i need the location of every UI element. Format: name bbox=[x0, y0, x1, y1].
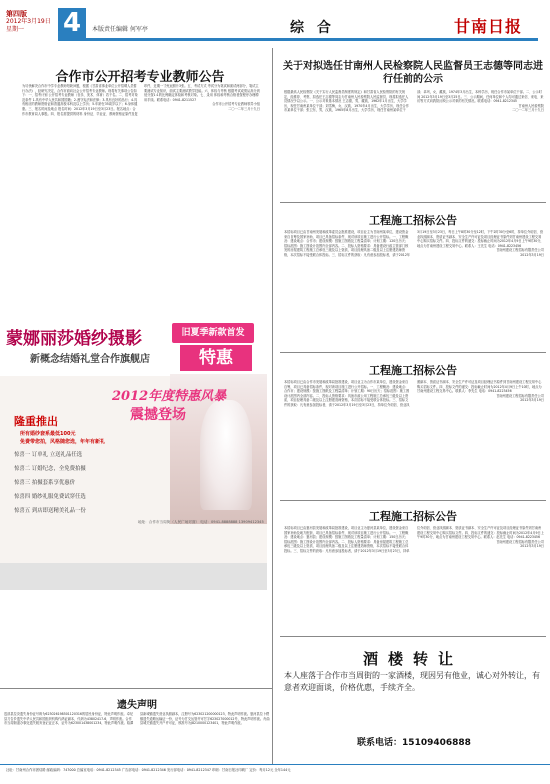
row-divider bbox=[0, 688, 272, 689]
ad-gift-item: 惊喜一 订单礼 立送礼品任选 bbox=[14, 452, 83, 458]
issue-date: 2012年3月19日 bbox=[6, 18, 51, 25]
teacher-recruit-body bbox=[22, 84, 260, 320]
wedding-photo-ad bbox=[0, 318, 267, 590]
row-divider bbox=[280, 352, 546, 353]
tender-text: 本招标项目已由夏河县发展和改革局批准建设，项目业主为夏河县某单位，建设资金来自国家补助及地方配套，项目已具备招标条件，现对该项目施工进行公开招标。一、工程概况：建设地点：夏河县；建设规模：按施工图纸及工程量清单；计划工期：150日历天；招标范围：施工图设计范围内全部内容。二、投标人资格要求：具备房屋建筑工程施工总承包三级及以上资质，项目经理具备二级及以上注册建造师资格，本次招标不接受联合体投标。三、招标文件的获取：凡有意参加投标者，请于2012年3月19日至3月23日，持单位介绍信、营业执照副本、资质证书副本、安全生产许可证及项目经理证书原件到甘南州建设工程交易中心购买招标文件。四、投标文件的递交：投标截止时间为2012年4月9日上午9时30分，地点为甘南州建设工程交易中心。联系人：赵先生 电话：0941-8223456 bbox=[284, 526, 544, 553]
edition-label: 第四版 bbox=[6, 10, 27, 18]
ad-tag: 旧夏季新款首发 bbox=[172, 323, 254, 343]
page-footer: 社址：甘南州合作市团结路 邮政编码：747000 总编室电话：0941-8212345 广告部电话：0941-8212346 发行部电话：0941-8212347 印刷：甘南日报社印刷厂 定价：每月12元 全年144元 bbox=[0, 764, 550, 784]
ad-gift-item: 惊喜二 订婚纪念，全免费拍摄 bbox=[14, 466, 86, 472]
lost-notice-title: 遗失声明 bbox=[117, 700, 157, 711]
notice-signature: 甘南州人民检察院 bbox=[518, 103, 544, 108]
notice-title: 关于对拟选任甘南州人民检察院人民监督员王志德等同志进行任前的公示 bbox=[283, 61, 543, 85]
tender-text: 本招标项目已由甘南州发展和改革委员会批准建设，项目业主为甘南州某单位，建设资金来自自筹及国家补助，项目已具备招标条件，现对该项目施工进行公开招标。一、工程概况：建设地点：合作市；建设规模：按施工图纸及工程量清单；计划工期：120日历天；招标范围：施工图设计范围内全部内容。二、投标人资格要求：具备建设行政主管部门核发的房屋建筑工程施工总承包三级及以上资质，项目经理具备二级及以上注册建造师资格，本次招标不接受联合体投标。三、招标文件的获取：凡有意参加投标者，请于2012年3月19日至3月23日，每日上午8时30分至12时，下午2时30分至6时，持单位介绍信、营业执照副本、资质证书副本、安全生产许可证及项目经理证书原件到甘南州建设工程交易中心购买招标文件。四、投标文件的递交：投标截止时间为2012年4月9日上午9时30分，地点为甘南州建设工程交易中心。联系人：王先生 电话：0941-8223456 bbox=[284, 230, 544, 257]
ad-special-badge: 特惠 bbox=[180, 345, 252, 371]
ad-brand: 蒙娜丽莎婚纱摄影 bbox=[6, 329, 142, 349]
edition-info bbox=[6, 10, 51, 34]
ad-subtitle: 新概念结婚礼堂合作旗舰店 bbox=[30, 354, 150, 365]
header-divider bbox=[58, 38, 538, 41]
transfer-body: 本人座落于合作市当周街的一家酒楼，现因另有他业，诚心对外转让，有意者欢迎面谈，价格优惠，手续齐全。 bbox=[284, 671, 540, 692]
notice-text: 根据最高人民检察院《关于实行人民监督员制度的规定》和甘肃省人民检察院的有关规定，经推荐、考察，拟选任王志德等同志为甘南州人民检察院人民监督员，现将拟选任人员情况予以公示。一、公示对象基本情况 王志德，男，藏族，1962年1月出生，大学学历，现任甘南州某单位干部；刘雪梅，女，汉族，1970年4月出生，大学学历，现任合作市某单位干部；张卫东，男，汉族，1965年8月出生，大学学历，现任甘南州某单位干部；卓玛，女，藏族，1974年3月出生，本科学历，现任合作市某单位干部。二、公示时间 2012年3月19日至3月25日。三、公示期间，任何单位和个人均可通过来信、来电、来访等方式向我院反映公示对象的有关情况。联系电话：0941-8212345 bbox=[284, 90, 544, 113]
ad-debut-label: 震撼登场 bbox=[130, 407, 186, 423]
ad-gift-item: 惊喜五 到店即送精美礼品一份 bbox=[14, 508, 86, 514]
tender-title: 工程施工招标公告 bbox=[369, 214, 457, 227]
tender-body bbox=[284, 380, 544, 492]
transfer-contact: 联系电话：15109406888 bbox=[357, 738, 471, 748]
ad-year-label: 2012年度特惠风暴 bbox=[112, 389, 227, 404]
ad-address: 地址：合作市当周街（人民广场对面） 电话：0941-8888888 13909412345 bbox=[138, 520, 264, 524]
column-divider bbox=[272, 48, 273, 764]
page-header bbox=[0, 0, 550, 48]
page-number: 4 bbox=[58, 8, 86, 38]
section-title: 综 合 bbox=[290, 20, 335, 36]
row-divider bbox=[280, 636, 546, 637]
tender-date: 2012年3月19日 bbox=[520, 398, 544, 403]
lost-notice-body bbox=[4, 712, 270, 758]
tender-body bbox=[284, 526, 544, 630]
tender-signature: 甘南州建设工程招标有限责任公司 bbox=[496, 248, 544, 253]
tender-date: 2012年3月19日 bbox=[520, 252, 544, 257]
lost-notice-text: 迭部县拉央遗失身份证号码为623026198501120316的居民身份证，特此声明作废。卓尼县刀告乡遗失中华人民共和国组织机构代码证副本，代码为43802417-6，声明作废。合作市当周街道办事处遗失税务登记证正本，证号为623001438001234，特此声明作废。临潭县新城镇遗失营业执照副本，注册号为623021200000123，特此声明作废。夏河县拉卜楞镇遗失道路运输证一份，证号为甘交运管许可甘字623027000012号，特此声明作废。舟曲县城关镇遗失开户许可证，核准号为J8210000123401，特此声明作废。 bbox=[4, 712, 270, 726]
row-divider bbox=[280, 500, 546, 501]
teacher-recruit-date: 二〇一二年三月十九日 bbox=[228, 106, 260, 111]
tender-body bbox=[284, 230, 544, 342]
ad-gift-item: 惊喜四 婚纱礼服免费试穿任选 bbox=[14, 494, 86, 500]
ad-notice-line: 所有婚纱套系最低100元 bbox=[20, 431, 76, 437]
tender-title: 工程施工招标公告 bbox=[369, 510, 457, 523]
tender-text: 本招标项目已由合作市发展和改革局批准建设，项目业主为合作市某单位，建设资金来自自筹，项目已具备招标条件，现对该项目施工进行公开招标。一、工程概况：建设地点：合作市；建设规模：按施工图纸及工程量清单；计划工期：90日历天；招标范围：施工图设计范围内全部内容。二、投标人资格要求：具备市政公用工程施工总承包三级及以上资质，项目经理具备二级及以上注册建造师资格，本次招标不接受联合体投标。三、招标文件的获取：凡有意参加投标者，请于2012年3月19日至3月23日，持单位介绍信、营业执照副本、资质证书副本、安全生产许可证及项目经理证书原件到甘南州建设工程交易中心购买招标文件。四、投标文件的递交：投标截止时间为2012年4月9日上午10时，地点为甘南州建设工程交易中心。联系人：李先生 电话：0941-8223456 bbox=[284, 380, 542, 407]
ad-gift-item: 惊喜三 拍摄套系享优惠价 bbox=[14, 480, 76, 486]
tender-signature: 甘南州建设工程招标有限责任公司 bbox=[496, 539, 544, 544]
issue-weekday: 星期一 bbox=[6, 26, 25, 33]
notice-body bbox=[284, 90, 544, 192]
tender-date: 2012年3月19日 bbox=[520, 544, 544, 549]
row-divider bbox=[280, 202, 546, 203]
wedding-dress-image bbox=[200, 400, 252, 510]
notice-date: 二〇一二年三月十九日 bbox=[512, 108, 544, 113]
tender-title: 工程施工招标公告 bbox=[369, 364, 457, 377]
ad-bottom-strip bbox=[0, 563, 267, 590]
tender-signature: 甘南州建设工程招标有限责任公司 bbox=[496, 393, 544, 398]
newspaper-logo: 甘南日报 bbox=[454, 17, 523, 36]
teacher-recruit-signature: 合作市公开招考专业教师领导小组 bbox=[212, 102, 260, 107]
transfer-title: 酒楼转让 bbox=[362, 650, 463, 668]
teacher-recruit-title: 合作市公开招考专业教师公告 bbox=[55, 70, 225, 85]
responsible-editors: 本版责任编辑 何军亭 bbox=[92, 26, 148, 33]
ad-notice-line: 免费带您拍，风格随您选，年年有新礼 bbox=[20, 439, 106, 445]
teacher-recruit-text: 为尽快解决合作市中学专业教师短缺问题，根据《甘肃省事业单位公开招聘人员暂行办法》，经研究决定，合作市面向社会公开招考专业教师。现将有关事项公告如下：一、招考计划 公开招考专业教师（音乐、美术、体育）若干名。二、招考对象及条件 1.具有中华人民共和国国籍；2.遵守宪法和法律；3.具有良好的品行；4.具有相应的教师资格证和普通高校本科及以上学历；5.年龄在35周岁以下；6.身体健康。三、报名时间及地点 报名时间：2012年3月19日至3月23日。报名地点：合作市教育局人事股。四、报名需提供的材料 身份证、毕业证、教师资格证原件及复印件，近期一寸免冠照片3张。五、考试方式 考试分为笔试和面试两部分，笔试主要测试专业知识，面试主要测试教学技能。六、体检与考核 根据考试成绩从高分到低分按1:1的比例确定体检和考核对象。七、录用 体检和考核合格者按程序办理聘用手续。联系电话：0941-8211527 bbox=[22, 84, 260, 116]
ad-notice-title: 隆重推出 bbox=[14, 415, 58, 428]
